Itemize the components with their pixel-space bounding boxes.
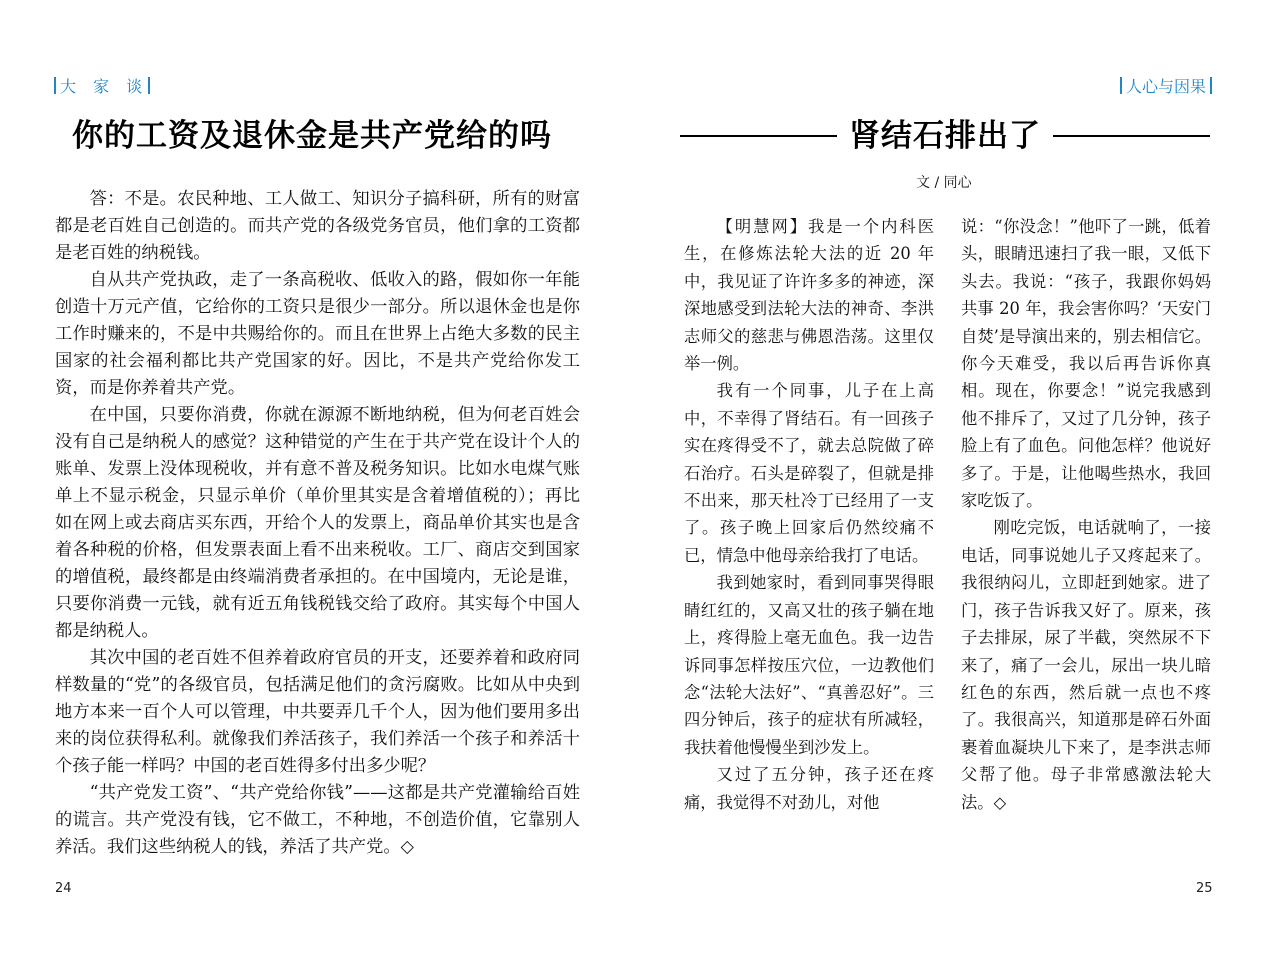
paragraph: “共产党发工资”、“共产党给你钱”——这都是共产党灌输给百姓的谎言。共产党没有钱，它不做工，不种地，不创造价值，它靠别人养活。我们这些纳税人的钱，养活了共产党。◇ xyxy=(55,783,580,857)
paragraph: 在中国，只要你消费，你就在源源不断地纳税，但为何老百姓会没有自己是纳税人的感觉？这种错觉的产生在于共产党在设计个人的账单、发票上没体现税收，并有意不普及税务知识。比如水电煤气账单上不显示税金，只显示单价（单价里其实是含着增值税的）；再比如在网上或去商店买东西，开给个人的发票上，商品单价其实也是含着各种税的价格，但发票表面上看不出来税收。工厂、商店交到国家的增值税，最终都是由终端消费者承担的。在中国境内，无论是谁，只要你消费一元钱，就有近五角钱税钱交给了政府。其实每个中国人都是纳税人。 xyxy=(55,405,580,641)
tag-bar-right xyxy=(148,77,150,94)
article-title: 肾结石排出了 xyxy=(849,118,1041,154)
paragraph: 我到她家时，看到同事哭得眼睛红红的，又高又壮的孩子躺在地上，疼得脸上毫无血色。我一边告诉同事怎样按压穴位，一边教他们念“法轮大法好”、“真善忍好”。三四分钟后，孩子的症状有所减轻，我扶着他慢慢坐到沙发上。 xyxy=(684,573,934,757)
left-page xyxy=(0,0,632,978)
paragraph: 答：不是。农民种地、工人做工、知识分子搞科研，所有的财富都是老百姓自己创造的。而共产党的各级党务官员，他们拿的工资都是老百姓的纳税钱。 xyxy=(55,189,580,263)
paragraph: 其次中国的老百姓不但养着政府官员的开支，还要养着和政府同样数量的“党”的各级官员，包括满足他们的贪污腐败。比如从中央到地方本来一百个人可以管理，中共要弄几千个人，因为他们要用多出来的岗位获得私利。就像我们养活孩子，我们养活一个孩子和养活十个孩子能一样吗？中国的老百姓得多付出多少呢？ xyxy=(55,648,580,776)
section-tag-label: 人心与因果 xyxy=(1125,77,1206,96)
article-body xyxy=(55,186,580,861)
title-rule-right xyxy=(1053,135,1210,137)
paragraph: 刚吃完饭，电话就响了，一接电话，同事说她儿子又疼起来了。我很纳闷儿，立即赶到她家。进了门，孩子告诉我又好了。原来，孩子去排尿，尿了半截，突然尿不下来了，痛了一会儿，尿出一块儿暗红色的东西，然后就一点也不疼了。我很高兴，知道那是碎石外面裹着血凝块儿下来了，是李洪志师父帮了他。母子非常感激法轮大法。◇ xyxy=(961,518,1211,812)
section-tag xyxy=(1120,77,1212,97)
page-number: 24 xyxy=(55,881,72,896)
text-column-2 xyxy=(961,213,1211,816)
tag-bar-right xyxy=(1210,77,1212,94)
paragraph: 我有一个同事，儿子在上高中，不幸得了肾结石。有一回孩子实在疼得受不了，就去总院做了碎石治疗。石头是碎裂了，但就是排不出来，那天杜冷丁已经用了一支了。孩子晚上回家后仍然绞痛不已，情急中他母亲给我打了电话。 xyxy=(684,381,934,565)
paragraph: 自从共产党执政，走了一条高税收、低收入的路，假如你一年能创造十万元产值，它给你的工资只是很少一部分。所以退休金也是你工作时赚来的，不是中共赐给你的。而且在世界上占绝大多数的民主国家的社会福利都比共产党国家的好。因比，不是共产党给你发工资，而是你养着共产党。 xyxy=(55,270,580,398)
section-tag-label: 大 家 谈 xyxy=(60,77,149,96)
paragraph-continuation: 说：“你没念！”他吓了一跳，低着头，眼睛迅速扫了我一眼，又低下头去。我说：“孩子，我跟你妈妈共事 20 年，我会害你吗？‘天安门自焚’是导演出来的，别去相信它。你今天难受，我以后再告诉你真相。现在，你要念！”说完我感到他不排斥了，又过了几分钟，孩子脸上有了血色。问他怎样？他说好多了。于是，让他喝些热水，我回家吃饭了。 xyxy=(961,217,1211,511)
page-number: 25 xyxy=(1196,881,1213,896)
byline: 文 / 同心 xyxy=(916,175,972,191)
right-page xyxy=(633,0,1265,978)
title-rule-left xyxy=(680,135,837,137)
paragraph: 【明慧网】我是一个内科医生，在修炼法轮大法的近 20 年中，我见证了许许多多的神迹，深深地感受到法轮大法的神奇、李洪志师父的慈悲与佛恩浩荡。这里仅举一例。 xyxy=(684,217,934,374)
section-tag xyxy=(54,77,150,97)
title-row xyxy=(680,114,1210,158)
article-title: 你的工资及退休金是共产党给的吗 xyxy=(72,118,552,154)
paragraph: 又过了五分钟，孩子还在疼痛，我觉得不对劲儿，对他 xyxy=(684,765,934,812)
text-column-1 xyxy=(684,213,934,816)
